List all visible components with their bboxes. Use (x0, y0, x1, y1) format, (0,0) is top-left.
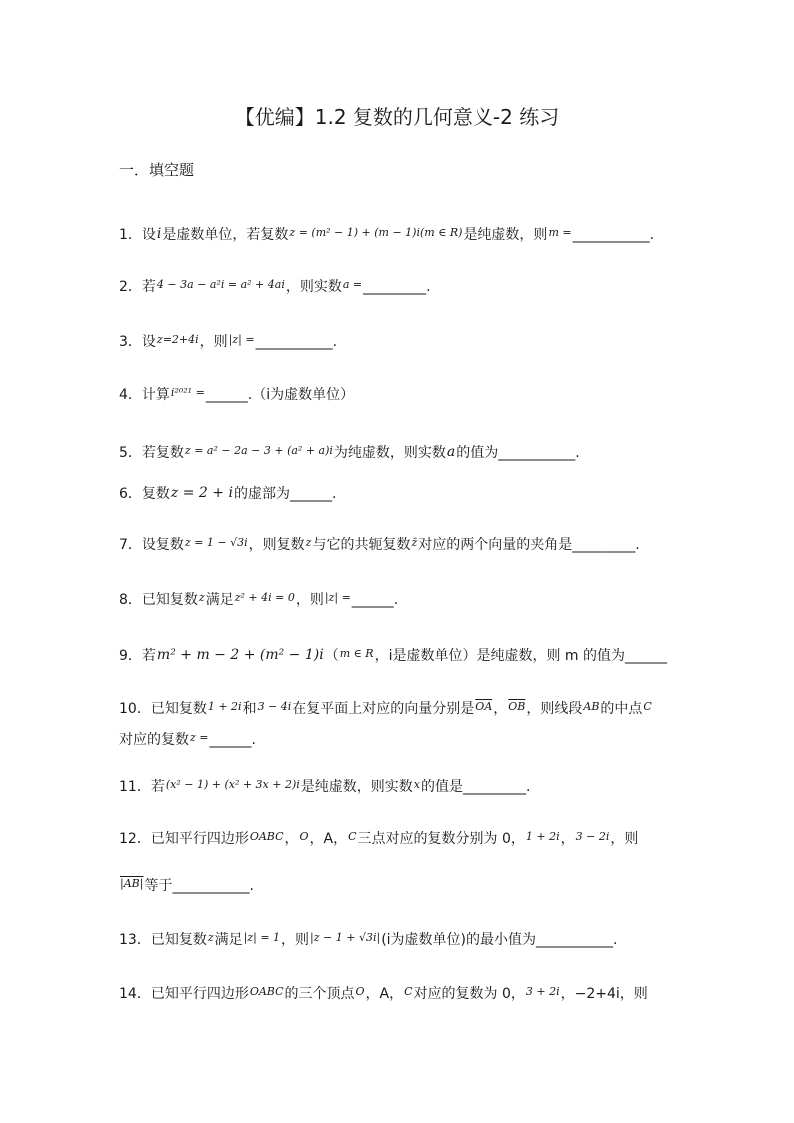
page-title: 【优编】1.2 复数的几何意义-2 练习 (234, 105, 560, 129)
question-3: 3．设$^{z=2+4i}$，则$^{|z| =}$___________. (119, 333, 338, 350)
question-1: 1．设i是虚数单位，若复数$^{z = (m^2 - 1) + (m - 1)i(m \in R)}$是纯虚数，则$^{m =}$___________. (119, 226, 655, 243)
question-10-continued: 对应的复数$^{z =}$______. (119, 731, 256, 748)
answer-blank: ___________. (255, 334, 338, 350)
question-12-continued: $^{|AB|}$等于___________. (120, 877, 254, 894)
answer-blank: ______. (209, 732, 256, 748)
answer-blank: ___________. (572, 227, 655, 243)
question-13: 13．已知复数$^z$满足$^{|z| = 1}$，则$^{|z - 1 + √3i|}$(i为虚数单位)的最小值为___________. (119, 931, 618, 948)
question-2: 2．若$^{4 - 3a - a^2i = a^2 + 4ai}$，则实数$^{a =}$_________. (119, 278, 431, 295)
section-heading: 一．填空题 (119, 161, 195, 179)
question-4: 4．计算$^{i^{2021} =}$______.（i为虚数单位） (119, 386, 355, 403)
question-9: 9．若m² + m − 2 + (m² − 1)i（$^{m \in R}$，i是虚数单位）是纯虚数，则 m 的值为______ (119, 647, 668, 664)
question-10: 10．已知复数$^{1 + 2i}$和$^{3 - 4i}$在复平面上对应的向量分别是$^{\overline{OA}}$，$^{\overline{OB}}$，则线段$^{AB}$的中点$^C$ (119, 700, 652, 717)
question-6: 6．复数z = 2 + i的虚部为______. (119, 485, 337, 502)
question-12: 12．已知平行四边形$^{OABC}$，$^O$，A，$^C$三点对应的复数分别为 0，$^{1 + 2i}$，$^{3 - 2i}$，则 (119, 830, 639, 847)
question-11: 11．若$^{(x^2 - 1) + (x^2 + 3x + 2)i}$是纯虚数，则实数$^x$的值是_________. (119, 778, 531, 795)
answer-blank: ______. (351, 592, 399, 608)
question-8: 8．已知复数$^z$满足$^{z^2 + 4i = 0}$，则$^{|z| =}$______. (119, 591, 399, 608)
question-7: 7．设复数$^{z = 1 - √3i}$，则复数$^z$与它的共轭复数$^{z̄}$对应的两个向量的夹角是_________. (119, 536, 640, 553)
question-5: 5．若复数$^{z = a^2 - 2a - 3 + (a^2 + a)i}$为纯虚数，则实数a的值为___________. (119, 444, 580, 461)
question-14: 14．已知平行四边形$^{OABC}$的三个顶点$^O$，A，$^C$对应的复数为 0，$^{3 + 2i}$，−2+4i，则 (119, 985, 648, 1002)
answer-blank: _________. (363, 279, 431, 295)
